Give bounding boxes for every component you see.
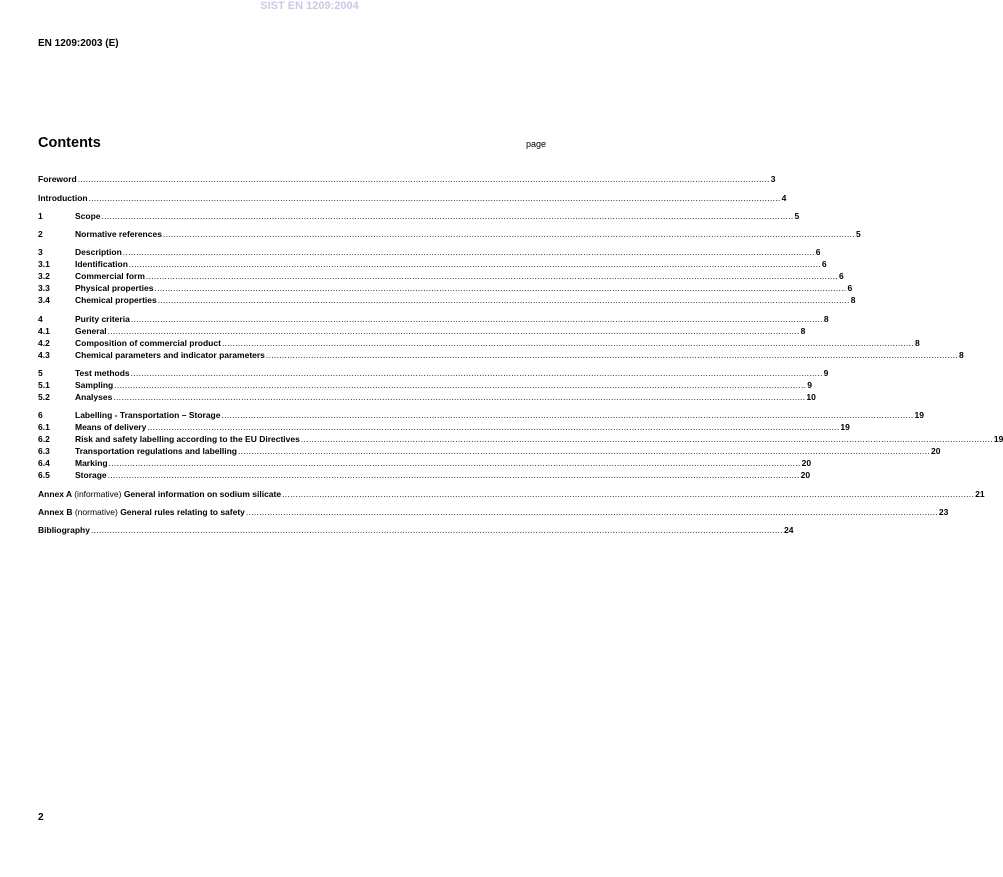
toc-entry-page: 20 bbox=[801, 458, 812, 468]
toc-entry-page: 20 bbox=[800, 470, 811, 480]
toc-entry-number: 4.2 bbox=[38, 338, 50, 348]
toc-entry-page: 10 bbox=[806, 392, 816, 402]
toc-entry-number: 2 bbox=[38, 229, 43, 239]
toc-entry-label: Bibliography bbox=[38, 525, 90, 535]
page-column-label: page bbox=[525, 139, 546, 149]
toc-entry[interactable] bbox=[38, 229, 861, 240]
toc-entry-page: 9 bbox=[807, 380, 813, 390]
dot-leader: .................................................................................................................................................................................................................................................................... bbox=[238, 446, 931, 456]
dot-leader: .................................................................................................................................................................................................................................................................... bbox=[107, 326, 800, 336]
toc-entry[interactable] bbox=[38, 259, 827, 270]
toc-entry-page: 5 bbox=[794, 211, 800, 221]
toc-entry[interactable] bbox=[38, 507, 949, 518]
annex-type-note: (normative) bbox=[74, 507, 118, 517]
toc-entry-label: Marking bbox=[75, 458, 108, 468]
annex-type-note: (informative) bbox=[74, 489, 122, 499]
toc-entry-label: Chemical parameters and indicator parameters bbox=[75, 350, 265, 360]
dot-leader: .................................................................................................................................................................................................................................................................... bbox=[282, 489, 975, 499]
toc-entry[interactable] bbox=[38, 314, 829, 325]
dot-leader: .................................................................................................................................................................................................................................................................... bbox=[245, 507, 938, 517]
toc-entry-page: 8 bbox=[823, 314, 829, 324]
toc-entry-page: 8 bbox=[914, 338, 920, 348]
dot-leader: .................................................................................................................................................................................................................................................................... bbox=[88, 193, 781, 203]
toc-entry-page: 20 bbox=[931, 446, 941, 456]
toc-entry-number: 3.3 bbox=[38, 283, 50, 293]
dot-leader: .................................................................................................................................................................................................................................................................... bbox=[101, 211, 794, 221]
toc-entry[interactable] bbox=[38, 525, 794, 536]
dot-leader: .................................................................................................................................................................................................................................................................... bbox=[90, 525, 783, 535]
toc-entry-page: 3 bbox=[770, 174, 776, 184]
toc-entry-number: 1 bbox=[38, 211, 43, 221]
toc-entry-label: Annex B (normative) General rules relating to safety bbox=[38, 507, 245, 517]
toc-entry[interactable] bbox=[38, 470, 811, 481]
toc-entry[interactable] bbox=[38, 247, 821, 258]
toc-entry-page: 6 bbox=[815, 247, 821, 257]
toc-entry-number: 6.4 bbox=[38, 458, 50, 468]
toc-entry-number: 4 bbox=[38, 314, 43, 324]
dot-leader: .................................................................................................................................................................................................................................................................... bbox=[130, 314, 823, 324]
page-number: 2 bbox=[38, 812, 44, 823]
toc-entry-page: 19 bbox=[840, 422, 850, 432]
toc-entry-label: Scope bbox=[75, 211, 101, 221]
dot-leader: .................................................................................................................................................................................................................................................................... bbox=[221, 410, 914, 420]
toc-entry-number: 6.1 bbox=[38, 422, 50, 432]
toc-entry-number: 6 bbox=[38, 410, 43, 420]
toc-entry-label: Purity criteria bbox=[75, 314, 130, 324]
toc-entry-page: 6 bbox=[847, 283, 853, 293]
toc-entry-page: 21 bbox=[975, 489, 985, 499]
dot-leader: .................................................................................................................................................................................................................................................................... bbox=[157, 295, 850, 305]
document-id: EN 1209:2003 (E) bbox=[38, 38, 119, 49]
toc-entry[interactable] bbox=[38, 380, 813, 391]
toc-entry-number: 5.1 bbox=[38, 380, 50, 390]
toc-entry[interactable] bbox=[38, 489, 985, 500]
toc-entry[interactable] bbox=[38, 326, 806, 337]
dot-leader: .................................................................................................................................................................................................................................................................... bbox=[130, 368, 823, 378]
toc-entry[interactable] bbox=[38, 211, 800, 222]
toc-entry-label: Foreword bbox=[38, 174, 77, 184]
toc-entry[interactable] bbox=[38, 410, 924, 421]
toc-entry-label: General bbox=[75, 326, 107, 336]
toc-entry-label: Physical properties bbox=[75, 283, 154, 293]
toc-entry-label: Transportation regulations and labelling bbox=[75, 446, 237, 456]
dot-leader: .................................................................................................................................................................................................................................................................... bbox=[128, 259, 821, 269]
toc-entry-number: 6.3 bbox=[38, 446, 50, 456]
toc-entry-number: 3.4 bbox=[38, 295, 50, 305]
toc-entry-number: 5 bbox=[38, 368, 43, 378]
toc-entry-number: 6.2 bbox=[38, 434, 50, 444]
toc-entry[interactable] bbox=[38, 338, 920, 349]
toc-entry-number: 4.3 bbox=[38, 350, 50, 360]
toc-entry-label: Chemical properties bbox=[75, 295, 157, 305]
dot-leader: .................................................................................................................................................................................................................................................................... bbox=[145, 271, 838, 281]
toc-entry-page: 19 bbox=[914, 410, 924, 420]
toc-entry-page: 4 bbox=[781, 193, 787, 203]
dot-leader: .................................................................................................................................................................................................................................................................... bbox=[114, 380, 807, 390]
toc-entry[interactable] bbox=[38, 392, 816, 403]
toc-entry[interactable] bbox=[38, 434, 1003, 445]
toc-entry-page: 8 bbox=[800, 326, 806, 336]
toc-entry-label: Composition of commercial product bbox=[75, 338, 221, 348]
toc-entry-label: Normative references bbox=[75, 229, 162, 239]
toc-entry[interactable] bbox=[38, 422, 850, 433]
toc-entry[interactable] bbox=[38, 283, 853, 294]
toc-entry-number: 4.1 bbox=[38, 326, 50, 336]
toc-entry[interactable] bbox=[38, 174, 776, 185]
contents-title: Contents bbox=[38, 135, 101, 151]
toc-entry-number: 3.1 bbox=[38, 259, 50, 269]
toc-entry-label: Identification bbox=[75, 259, 128, 269]
dot-leader: .................................................................................................................................................................................................................................................................... bbox=[154, 283, 847, 293]
toc-entry-number: 5.2 bbox=[38, 392, 50, 402]
toc-entry-page: 6 bbox=[821, 259, 827, 269]
dot-leader: .................................................................................................................................................................................................................................................................... bbox=[265, 350, 958, 360]
toc-entry-number: 3.2 bbox=[38, 271, 50, 281]
dot-leader: .................................................................................................................................................................................................................................................................... bbox=[162, 229, 855, 239]
toc-entry-page: 9 bbox=[823, 368, 829, 378]
toc-entry-label: Annex A (informative) General information on sodium silicate bbox=[38, 489, 282, 499]
toc-entry-page: 19 bbox=[993, 434, 1003, 444]
dot-leader: .................................................................................................................................................................................................................................................................... bbox=[300, 434, 993, 444]
toc-entry-page: 6 bbox=[838, 271, 844, 281]
toc-entry-label: Analyses bbox=[75, 392, 113, 402]
toc-entry-number: 6.5 bbox=[38, 470, 50, 480]
toc-entry-label: Means of delivery bbox=[75, 422, 147, 432]
toc-entry-label: Labelling - Transportation – Storage bbox=[75, 410, 221, 420]
dot-leader: .................................................................................................................................................................................................................................................................... bbox=[113, 392, 806, 402]
toc-entry-label: Risk and safety labelling according to the EU Directives bbox=[75, 434, 300, 444]
toc-entry[interactable] bbox=[38, 368, 829, 379]
dot-leader: .................................................................................................................................................................................................................................................................... bbox=[147, 422, 840, 432]
toc-entry-page: 23 bbox=[938, 507, 949, 517]
toc-entry-label: Sampling bbox=[75, 380, 114, 390]
watermark: SIST EN 1209:2004 bbox=[260, 0, 359, 12]
dot-leader: .................................................................................................................................................................................................................................................................... bbox=[221, 338, 914, 348]
toc-entry-page: 24 bbox=[783, 525, 794, 535]
dot-leader: .................................................................................................................................................................................................................................................................... bbox=[77, 174, 770, 184]
toc-entry-label: Description bbox=[75, 247, 122, 257]
toc-entry[interactable] bbox=[38, 446, 941, 457]
dot-leader: .................................................................................................................................................................................................................................................................... bbox=[107, 470, 800, 480]
toc-entry[interactable] bbox=[38, 295, 856, 306]
dot-leader: .................................................................................................................................................................................................................................................................... bbox=[108, 458, 801, 468]
toc-entry-label: Introduction bbox=[38, 193, 88, 203]
toc-entry-label: Storage bbox=[75, 470, 107, 480]
toc-entry[interactable] bbox=[38, 458, 812, 469]
toc-entry-label: Commercial form bbox=[75, 271, 145, 281]
toc-entry-page: 5 bbox=[855, 229, 861, 239]
toc-entry[interactable] bbox=[38, 193, 787, 204]
toc-entry-number: 3 bbox=[38, 247, 43, 257]
toc-entry[interactable] bbox=[38, 350, 964, 361]
dot-leader: .................................................................................................................................................................................................................................................................... bbox=[122, 247, 815, 257]
toc-entry-label: Test methods bbox=[75, 368, 130, 378]
toc-entry-page: 8 bbox=[850, 295, 856, 305]
toc-entry-page: 8 bbox=[958, 350, 964, 360]
toc-entry[interactable] bbox=[38, 271, 844, 282]
